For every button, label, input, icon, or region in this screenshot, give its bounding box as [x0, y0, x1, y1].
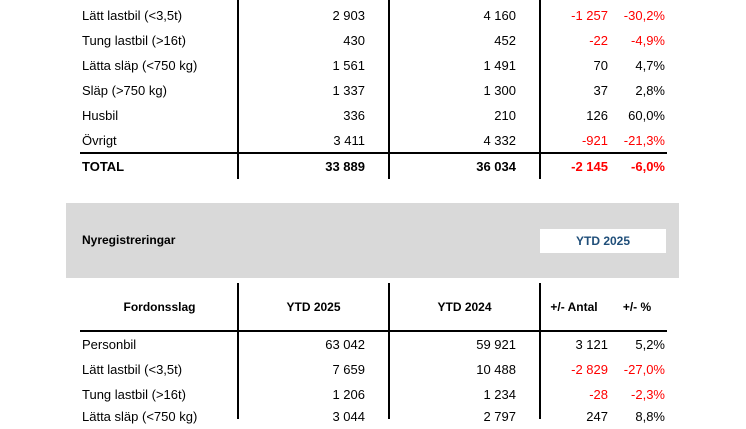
section-title: Nyregistreringar	[82, 233, 176, 247]
value-ytd-2024: 210	[494, 108, 516, 123]
row-label: Tung lastbil (>16t)	[82, 33, 186, 48]
header-ytd-2025: YTD 2025	[286, 300, 341, 314]
row-label: Lätt lastbil (<3,5t)	[82, 8, 183, 23]
total-change-percent: -6,0%	[631, 159, 665, 174]
table-row	[0, 404, 746, 429]
table-row	[0, 53, 746, 78]
value-change-count: 126	[586, 108, 608, 123]
value-ytd-2025: 3 411	[333, 133, 365, 148]
value-change-count: 247	[586, 409, 608, 424]
total-ytd-2024: 36 034	[476, 159, 516, 174]
value-change-count: 70	[593, 58, 608, 73]
value-change-count: -1 257	[571, 8, 608, 23]
value-ytd-2025: 336	[343, 108, 365, 123]
value-ytd-2025: 3 044	[332, 409, 365, 424]
value-change-count: 3 121	[575, 337, 608, 352]
row-label: Personbil	[82, 337, 137, 352]
total-change-count: -2 145	[571, 159, 608, 174]
value-ytd-2024: 1 491	[483, 58, 516, 73]
table-row	[0, 3, 746, 28]
row-label: Husbil	[82, 108, 119, 123]
value-ytd-2025: 7 659	[332, 362, 365, 377]
value-change-percent: 4,7%	[635, 58, 665, 73]
value-change-percent: -4,9%	[631, 33, 665, 48]
table-row	[0, 28, 746, 53]
value-change-percent: 5,2%	[635, 337, 665, 352]
header-change-percent: +/- %	[622, 300, 652, 314]
value-ytd-2024: 2 797	[483, 409, 516, 424]
value-ytd-2024: 4 160	[483, 8, 516, 23]
value-ytd-2024: 1 300	[483, 83, 516, 98]
header-change-count: +/- Antal	[550, 300, 598, 314]
value-ytd-2024: 59 921	[476, 337, 516, 352]
row-label: Lätta släp (<750 kg)	[82, 409, 198, 424]
value-ytd-2025: 1 337	[332, 83, 365, 98]
row-label: Lätt lastbil (<3,5t)	[82, 362, 183, 377]
value-change-count: 37	[593, 83, 608, 98]
table-total-row	[0, 154, 746, 179]
value-change-count: -921	[581, 133, 608, 148]
value-ytd-2025: 63 042	[325, 337, 365, 352]
period-label: YTD 2025	[540, 229, 666, 253]
value-change-percent: -21,3%	[623, 133, 665, 148]
value-ytd-2025: 1 206	[332, 387, 365, 402]
total-label: TOTAL	[82, 159, 125, 174]
value-ytd-2025: 2 903	[332, 8, 365, 23]
value-ytd-2024: 1 234	[483, 387, 516, 402]
row-label: Tung lastbil (>16t)	[82, 387, 186, 402]
value-change-percent: -2,3%	[631, 387, 665, 402]
header-ytd-2024: YTD 2024	[437, 300, 492, 314]
value-change-percent: 2,8%	[635, 83, 665, 98]
value-ytd-2024: 452	[494, 33, 516, 48]
value-ytd-2025: 1 561	[332, 58, 365, 73]
table-row	[0, 357, 746, 382]
value-change-count: -2 829	[571, 362, 608, 377]
table-row	[0, 78, 746, 103]
value-ytd-2024: 4 332	[483, 133, 516, 148]
value-change-percent: 60,0%	[628, 108, 665, 123]
value-change-percent: -27,0%	[623, 362, 665, 377]
table-row	[0, 128, 746, 153]
table-row	[0, 332, 746, 357]
value-change-count: -28	[589, 387, 608, 402]
header-vehicle-type: Fordonsslag	[123, 300, 196, 314]
row-label: Övrigt	[82, 133, 117, 148]
value-ytd-2024: 10 488	[476, 362, 516, 377]
value-change-percent: 8,8%	[635, 409, 665, 424]
value-change-count: -22	[589, 33, 608, 48]
value-ytd-2025: 430	[343, 33, 365, 48]
value-change-percent: -30,2%	[623, 8, 665, 23]
total-ytd-2025: 33 889	[325, 159, 365, 174]
table-row	[0, 103, 746, 128]
row-label: Släp (>750 kg)	[82, 83, 167, 98]
row-label: Lätta släp (<750 kg)	[82, 58, 198, 73]
